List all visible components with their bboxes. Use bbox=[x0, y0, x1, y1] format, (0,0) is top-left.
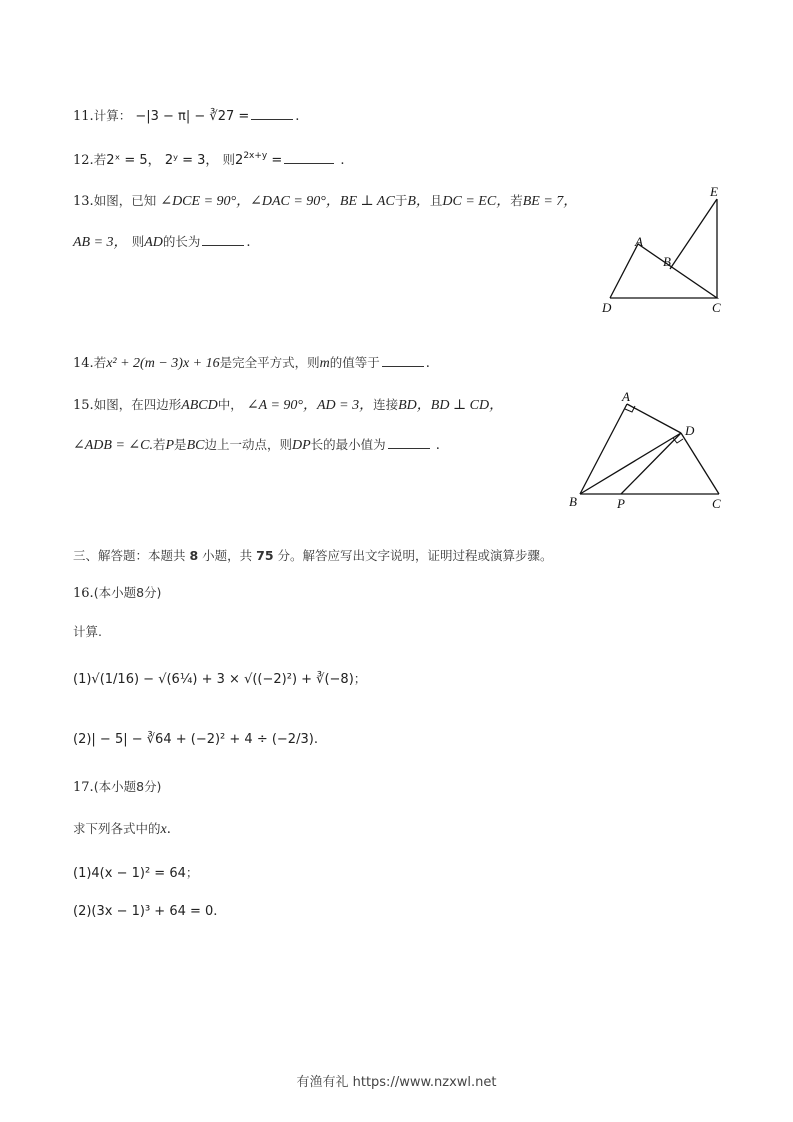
q12-expr2: 2ʸ = 3， bbox=[164, 153, 219, 168]
q15-bc: BC bbox=[186, 438, 205, 453]
question-13-line1 bbox=[73, 192, 577, 211]
q14-number: 14. bbox=[73, 356, 94, 371]
answer-blank bbox=[382, 356, 424, 367]
q15-dp: DP bbox=[291, 438, 311, 453]
q16-part2-end: . bbox=[313, 732, 318, 747]
section-3-count: 8 bbox=[189, 548, 199, 563]
q13-if: 若 bbox=[510, 193, 523, 208]
q16-part2-expr: (2)| − 5| − ∛64 + (−2)² + 4 ÷ (−2/3) bbox=[73, 732, 314, 747]
footer-watermark: 有渔有礼 https://www.nzxwl.net bbox=[296, 1075, 497, 1090]
q13-ab: AB = 3， bbox=[73, 235, 128, 250]
q17-instruction-pre: 求下列各式中的 bbox=[73, 821, 161, 836]
q16-number: 16. bbox=[73, 586, 94, 601]
q16-part-1 bbox=[73, 670, 366, 689]
label-b: B bbox=[569, 494, 577, 509]
q16-part1-expr: (1)√(1/16) − √(6¼) + 3 × √((−2)²) + ∛(−8) bbox=[73, 672, 354, 687]
label-c: C bbox=[712, 496, 721, 511]
question-15-line1 bbox=[73, 396, 503, 415]
q15-quad: ABCD bbox=[181, 398, 218, 413]
q16-part-2 bbox=[73, 731, 318, 749]
q14-pre: 若 bbox=[93, 355, 107, 370]
q11-label: 计算： bbox=[93, 108, 132, 123]
q17-part-2 bbox=[73, 903, 217, 921]
q11-number: 11. bbox=[73, 109, 94, 124]
q15-is: 是 bbox=[174, 437, 187, 452]
q14-period: . bbox=[425, 356, 430, 371]
q14-tail: 的值等于 bbox=[329, 355, 380, 370]
q16-part1-end: ； bbox=[353, 671, 367, 686]
q17-instruction bbox=[73, 820, 171, 839]
q16-instruction: 计算. bbox=[73, 624, 102, 639]
label-d: D bbox=[685, 423, 695, 438]
q15-if: 若 bbox=[152, 437, 166, 452]
q17-part-1 bbox=[73, 864, 198, 883]
q12-number: 12. bbox=[73, 153, 94, 168]
question-14 bbox=[73, 354, 430, 373]
label-p: P bbox=[617, 496, 625, 511]
answer-blank bbox=[388, 438, 430, 449]
section-3-score: 75 bbox=[256, 548, 274, 563]
q12-label: 若 bbox=[93, 152, 107, 167]
q17-number: 17. bbox=[73, 780, 94, 795]
q13-yu: 于 bbox=[394, 193, 408, 208]
q15-pre: 如图，在四边形 bbox=[93, 397, 182, 412]
q13-expr: ∠DCE = 90°，∠DAC = 90°，BE ⊥ AC bbox=[160, 194, 395, 209]
q13-number: 13. bbox=[73, 194, 94, 209]
q17-var: x bbox=[160, 822, 167, 837]
question-15-line2 bbox=[73, 436, 440, 455]
q12-eq: = bbox=[267, 153, 283, 168]
q13-period: . bbox=[246, 235, 251, 250]
q17-part2-expr: (2)(3x − 1)³ + 64 = 0 bbox=[73, 904, 214, 919]
label-a: A bbox=[622, 389, 630, 404]
q13-expr3: BE = 7， bbox=[522, 194, 578, 209]
q15-mid: 中， bbox=[217, 397, 243, 412]
q15-expr: ∠A = 90°，AD = 3， bbox=[246, 398, 374, 413]
q11-period: . bbox=[295, 109, 300, 124]
q15-expr2: BD，BD ⊥ CD， bbox=[398, 398, 504, 413]
q15-angle: ∠ADB = ∠C. bbox=[73, 438, 153, 453]
q13-ad: AD bbox=[144, 235, 163, 250]
q13-expr2: DC = EC， bbox=[442, 194, 511, 209]
q12-then: 则 bbox=[222, 152, 236, 167]
q15-conn: 连接 bbox=[373, 397, 399, 412]
section-3-pre: 三、解答题：本题共 bbox=[73, 548, 190, 563]
q13-pre: 如图，已知 bbox=[93, 193, 157, 208]
label-e: E bbox=[710, 184, 718, 199]
q15-period: . bbox=[435, 438, 440, 453]
q14-expr: x² + 2(m − 3)x + 16 bbox=[106, 356, 220, 371]
question-17-header bbox=[73, 778, 161, 797]
q14-mid: 是完全平方式，则 bbox=[219, 355, 320, 370]
figure-15-quadrilateral bbox=[565, 385, 740, 515]
q13-b: B， bbox=[407, 194, 430, 209]
label-d: D bbox=[602, 300, 612, 315]
label-b: B bbox=[663, 254, 671, 269]
q14-var: m bbox=[319, 356, 330, 371]
section-3-heading bbox=[73, 547, 553, 565]
q12-period: . bbox=[340, 153, 345, 168]
q12-base: 2 bbox=[235, 153, 244, 168]
q16-points: (本小题8分) bbox=[93, 585, 162, 600]
q13-and: 且 bbox=[429, 193, 443, 208]
figure-13-triangle bbox=[595, 180, 735, 320]
q11-expression: −|3 − π| − ∛27 = bbox=[135, 109, 250, 124]
section-3-post: 分。解答应写出文字说明，证明过程或演算步骤。 bbox=[273, 548, 553, 563]
q15-p: P bbox=[165, 438, 175, 453]
question-16-header bbox=[73, 584, 161, 603]
q13-tail: 的长为 bbox=[162, 234, 201, 249]
q12-exponent: 2x+y bbox=[243, 151, 268, 161]
q13-then: 则 bbox=[131, 234, 145, 249]
q15-tail1: 边上一动点，则 bbox=[204, 437, 292, 452]
answer-blank bbox=[284, 153, 334, 164]
question-11 bbox=[73, 107, 299, 126]
q15-tail2: 长的最小值为 bbox=[310, 437, 386, 452]
label-a: A bbox=[635, 234, 643, 249]
answer-blank bbox=[251, 109, 293, 120]
q17-instruction-end: . bbox=[166, 822, 171, 837]
q15-number: 15. bbox=[73, 398, 94, 413]
q17-part1-expr: (1)4(x − 1)² = 64 bbox=[73, 866, 186, 881]
question-13-line2 bbox=[73, 233, 251, 252]
section-3-mid: 小题，共 bbox=[198, 548, 257, 563]
q17-part2-end: . bbox=[213, 904, 218, 919]
q12-expr1: 2ˣ = 5， bbox=[106, 153, 161, 168]
q17-points: (本小题8分) bbox=[93, 779, 162, 794]
answer-blank bbox=[202, 235, 244, 246]
label-c: C bbox=[712, 300, 721, 315]
question-12 bbox=[73, 147, 345, 170]
q17-part1-end: ； bbox=[185, 865, 199, 880]
